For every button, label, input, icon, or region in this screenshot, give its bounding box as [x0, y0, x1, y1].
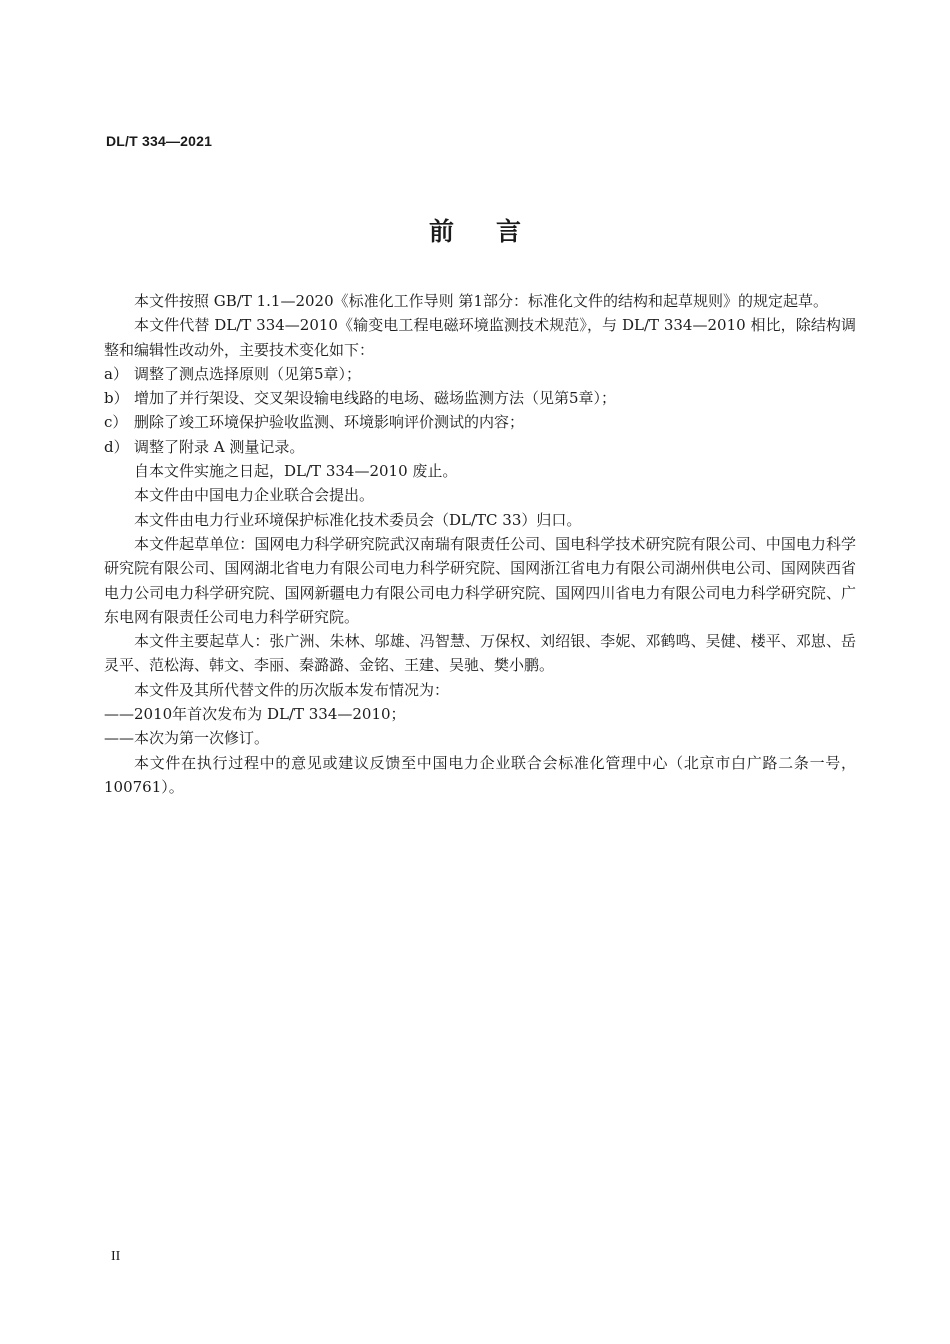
list-marker: b）: [104, 389, 129, 408]
paragraph-replacement: 本文件代替 DL/T 334—2010《输变电工程电磁环境监测技术规范》，与 DL/T 334—2010 相比，除结构调整和编辑性改动外，主要技术变化如下：: [104, 316, 856, 359]
paragraph-abolish: 自本文件实施之日起，DL/T 334—2010 废止。: [134, 462, 458, 481]
list-item: [104, 410, 856, 434]
history-item: ——2010年首次发布为 DL/T 334—2010；: [104, 705, 406, 724]
list-item: [104, 386, 856, 410]
list-item-text: 增加了并行架设、交叉架设输电线路的电场、磁场监测方法（见第5章）；: [134, 389, 617, 408]
paragraph-drafting-basis: 本文件按照 GB/T 1.1—2020《标准化工作导则 第1部分：标准化文件的结构和起草规则》的规定起草。: [134, 292, 828, 310]
list-item: [104, 362, 856, 386]
foreword-body: [104, 289, 856, 799]
list-item-text: 调整了测点选择原则（见第5章）；: [134, 364, 362, 383]
paragraph-drafting-units: 本文件起草单位：国网电力科学研究院武汉南瑞有限责任公司、国电科学技术研究院有限公司、中国电力科学研究院有限公司、国网湖北省电力有限公司电力科学研究院、国网浙江省电力有限公司湖州供电公司、国网陕西省电力公司电力科学研究院、国网新疆电力有限公司电力科学研究院、国网四川省电力有限公司电力科学研究院、广东电网有限责任公司电力科学研究院。: [104, 534, 856, 626]
page-title: 前言: [428, 217, 563, 246]
list-item-text: 删除了竣工环境保护验收监测、环境影响评价测试的内容；: [134, 413, 525, 432]
paragraph-proposer: 本文件由中国电力企业联合会提出。: [134, 486, 375, 505]
list-marker: d）: [104, 437, 129, 456]
paragraph-feedback: 本文件在执行过程中的意见或建议反馈至中国电力企业联合会标准化管理中心（北京市白广路二条一号，100761）。: [104, 753, 856, 796]
paragraph-drafters: 本文件主要起草人：张广洲、朱林、邬雄、冯智慧、万保权、刘绍银、李妮、邓鹤鸣、吴健、楼平、邓崽、岳灵平、范松海、韩文、李丽、秦潞潞、金铭、王建、吴驰、樊小鹏。: [104, 632, 856, 675]
history-item: ——本次为第一次修订。: [104, 729, 270, 748]
paragraph-centralized-unit: 本文件由电力行业环境保护标准化技术委员会（DL/TC 33）归口。: [134, 510, 582, 529]
list-item: [104, 435, 856, 459]
paragraph-history-intro: 本文件及其所代替文件的历次版本发布情况为：: [134, 680, 450, 699]
list-marker: a）: [104, 364, 128, 383]
standard-code: DL/T 334—2021: [106, 133, 213, 149]
list-marker: c）: [104, 413, 128, 432]
page-number: II: [111, 1249, 121, 1264]
list-item-text: 调整了附录 A 测量记录。: [134, 437, 305, 456]
